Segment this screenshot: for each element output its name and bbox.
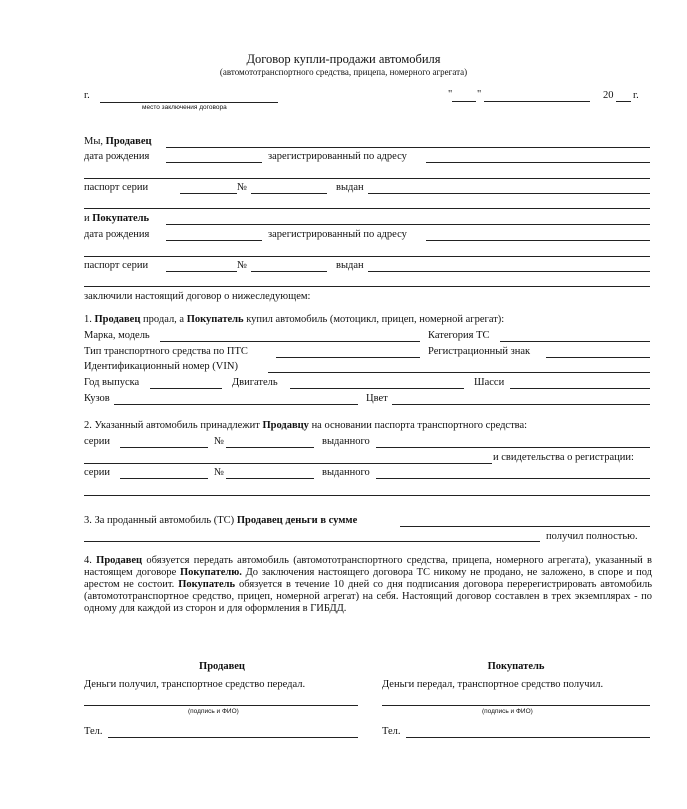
seller-passport-series-line[interactable] [180, 193, 237, 194]
vin-label: Идентификационный номер (VIN) [84, 361, 238, 372]
year-line-field[interactable] [150, 388, 222, 389]
buyer-address-label: зарегистрированный по адресу [268, 229, 407, 240]
city-line[interactable] [100, 102, 278, 103]
received-text: получил полностью. [546, 531, 638, 542]
seller-signature-line[interactable] [84, 705, 358, 706]
type-label: Тип транспортного средства по ПТС [84, 346, 248, 357]
pts-issued-label: выданного [322, 436, 370, 447]
seller-passport-label: паспорт серии [84, 182, 149, 193]
seller-address-label: зарегистрированный по адресу [268, 151, 407, 162]
buyer-birth-label: дата рождения [84, 229, 150, 240]
buyer-phone-line[interactable] [406, 737, 650, 738]
place-caption: место заключения договора [142, 104, 227, 111]
year-prefix: 20 [603, 90, 614, 101]
pts-number-label: № [214, 436, 225, 447]
sum-line-2[interactable] [84, 541, 540, 542]
reg-line[interactable] [546, 357, 650, 358]
buyer-birth-line[interactable] [166, 240, 262, 241]
concluded-text: заключили настоящий договор о нижеследующем: [84, 291, 311, 302]
seller-sign-title: Продавец [199, 661, 245, 672]
chassis-label: Шасси [474, 377, 505, 388]
buyer-signature-line[interactable] [382, 705, 650, 706]
sum-line[interactable] [400, 526, 650, 527]
pts-issued-line[interactable] [376, 447, 650, 448]
chassis-line[interactable] [510, 388, 650, 389]
color-line[interactable] [392, 404, 650, 405]
type-line[interactable] [276, 357, 420, 358]
buyer-address-line-2[interactable] [84, 256, 650, 257]
year-line[interactable] [616, 101, 631, 102]
buyer-sign-title: Покупатель [487, 661, 545, 672]
buyer-issued-line-2[interactable] [84, 286, 650, 287]
seller-sign-text: Деньги получил, транспортное средство передал. [84, 679, 306, 690]
seller-issued-line[interactable] [368, 193, 650, 194]
cert-number-line[interactable] [226, 478, 314, 479]
seller-intro: Мы, Продавец [84, 136, 152, 147]
buyer-phone-label: Тел. [382, 726, 401, 737]
make-line[interactable] [160, 341, 420, 342]
day-line[interactable] [452, 101, 476, 102]
seller-passport-number-line[interactable] [251, 193, 327, 194]
buyer-sign-caption: (подпись и ФИО) [482, 708, 533, 715]
buyer-passport-number-line[interactable] [251, 271, 327, 272]
cert-issued-label: выданного [322, 467, 370, 478]
cert-issued-line-2[interactable] [84, 495, 650, 496]
section1-heading: 1. Продавец продал, а Покупатель купил автомобиль (мотоцикл, прицеп, номерной агрегат): [84, 314, 505, 325]
city-prefix: г. [84, 90, 90, 101]
pts-number-line[interactable] [226, 447, 314, 448]
section3-heading: 3. За проданный автомобиль (ТС) Продавец деньги в сумме [84, 515, 358, 526]
category-line[interactable] [500, 341, 650, 342]
reg-label: Регистрационный знак [428, 346, 531, 357]
engine-label: Двигатель [232, 377, 278, 388]
buyer-role: Покупатель [92, 213, 150, 224]
seller-address-line-2[interactable] [84, 178, 650, 179]
buyer-address-line[interactable] [426, 240, 650, 241]
document-subtitle: (автомототранспортного средства, прицепа, номерного агрегата) [219, 67, 468, 77]
seller-name-line[interactable] [166, 147, 650, 148]
pts-series-label: серии [84, 436, 110, 447]
engine-line[interactable] [290, 388, 464, 389]
category-label: Категория ТС [428, 330, 490, 341]
seller-address-line[interactable] [426, 162, 650, 163]
year-suffix: г. [633, 90, 639, 101]
date-quote-open: " [448, 89, 453, 100]
buyer-passport-label: паспорт серии [84, 260, 149, 271]
seller-issued-label: выдан [336, 182, 364, 193]
body-line[interactable] [114, 404, 358, 405]
buyer-issued-label: выдан [336, 260, 364, 271]
color-label: Цвет [366, 393, 388, 404]
cert-issued-line[interactable] [376, 478, 650, 479]
buyer-name-line[interactable] [166, 224, 650, 225]
seller-sign-caption: (подпись и ФИО) [188, 708, 239, 715]
seller-phone-label: Тел. [84, 726, 103, 737]
date-quote-close: " [477, 89, 482, 100]
cert-series-label: серии [84, 467, 110, 478]
buyer-number-label: № [237, 260, 248, 271]
buyer-intro: и Покупатель [84, 213, 150, 224]
pts-issued-line-2[interactable] [84, 463, 492, 464]
cert-series-line[interactable] [120, 478, 208, 479]
make-label: Марка, модель [84, 330, 150, 341]
seller-number-label: № [237, 182, 248, 193]
reg-cert-text: и свидетельства о регистрации: [493, 452, 634, 463]
seller-role: Продавец [105, 136, 152, 147]
seller-phone-line[interactable] [108, 737, 358, 738]
section4-paragraph: 4. Продавец обязуется передать автомобиль (автомототранспортного средства, прицепа, номерного агрегата), указанный в настоящем договоре Покупателю. До заключения настоящего договора ТС никому не продано, не заложено, в споре и под арестом не состоит. Покупатель обязуется в течение 10 дней со дня подписания договора перерегистрировать автомобиль (автомототранспортное средство, прицеп, номерной агрегат) на себя. Настоящий договор составлен в трех экземплярах - по одному для каждой из сторон и для оформления в ГИБДД. [84, 555, 653, 614]
buyer-sign-text: Деньги передал, транспортное средство получил. [382, 679, 604, 690]
pts-series-line[interactable] [120, 447, 208, 448]
seller-birth-line[interactable] [166, 162, 262, 163]
buyer-passport-series-line[interactable] [166, 271, 237, 272]
seller-issued-line-2[interactable] [84, 208, 650, 209]
cert-number-label: № [214, 467, 225, 478]
month-line[interactable] [484, 101, 590, 102]
document-title: Договор купли-продажи автомобиля [246, 52, 441, 66]
year-label: Год выпуска [84, 377, 140, 388]
section2-heading: 2. Указанный автомобиль принадлежит Продавцу на основании паспорта транспортного средства: [84, 420, 528, 431]
seller-birth-label: дата рождения [84, 151, 150, 162]
body-label: Кузов [84, 393, 110, 404]
buyer-issued-line[interactable] [368, 271, 650, 272]
vin-line[interactable] [268, 372, 650, 373]
